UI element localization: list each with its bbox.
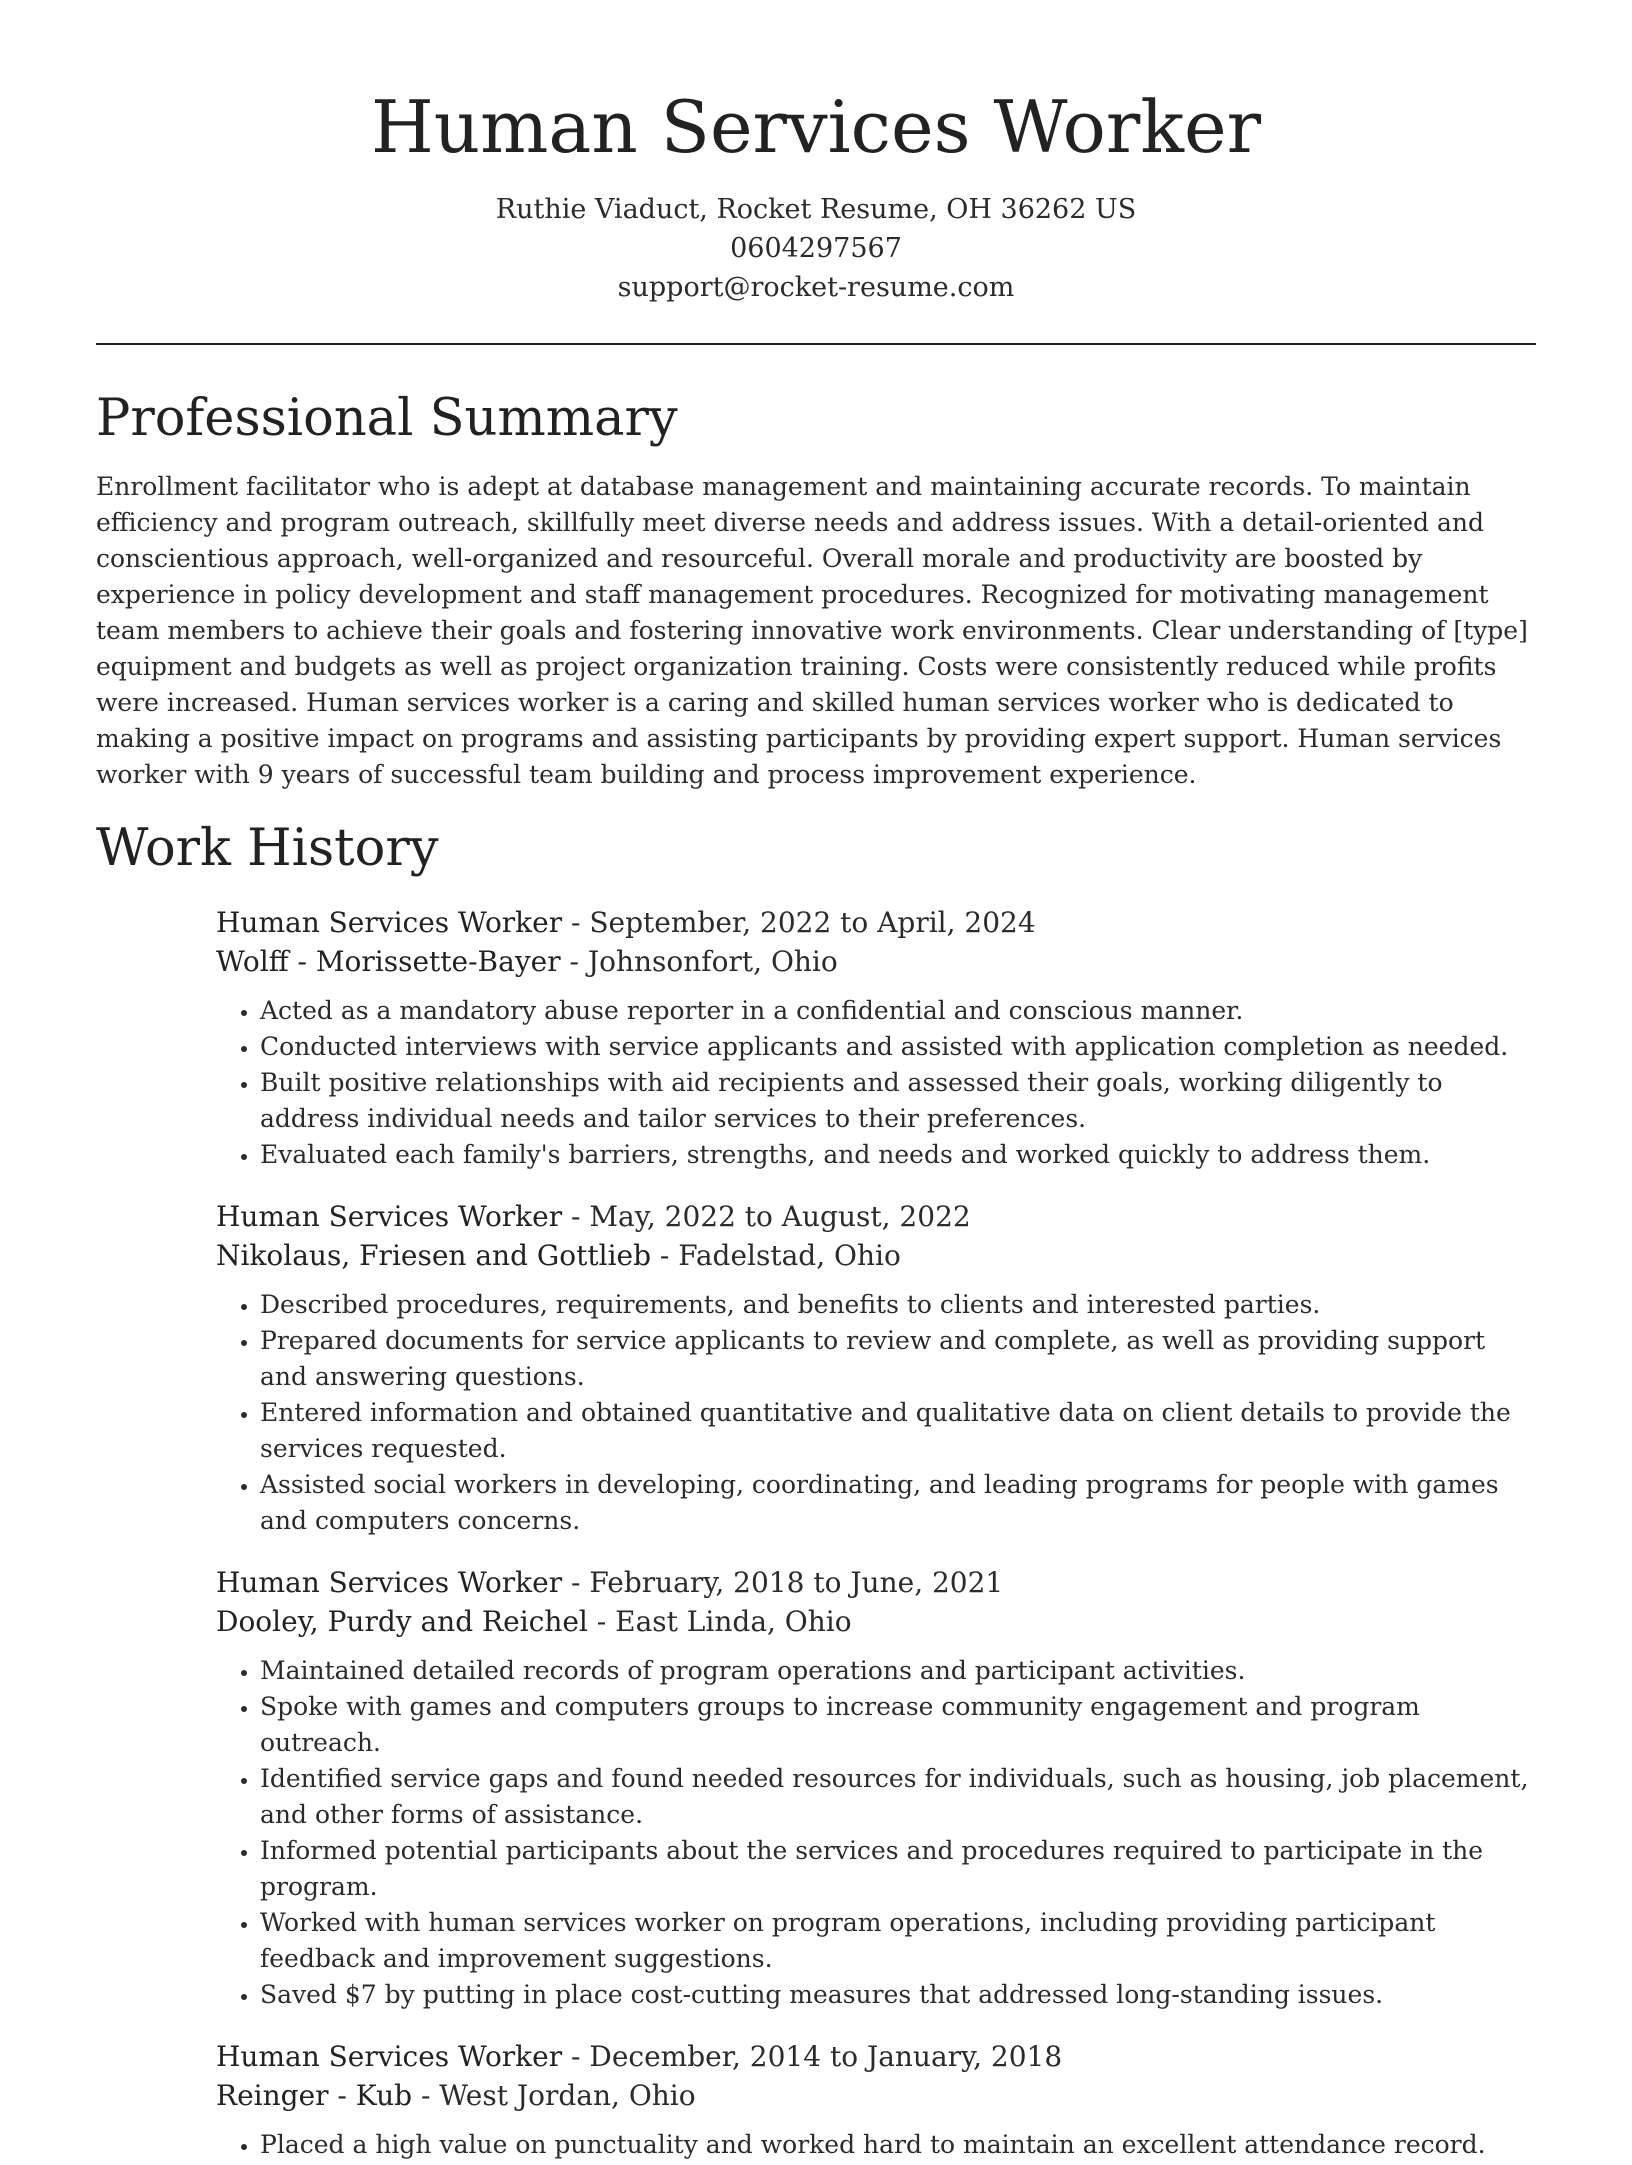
job-company-line bbox=[216, 942, 1536, 981]
job-location: - West Jordan, Ohio bbox=[412, 2079, 696, 2112]
bullet-item: • Built positive relationships with aid recipients and assessed their goals, working diligently to address individual needs and tailor services to their preferences. bbox=[260, 1065, 1536, 1137]
bullet-item: • Identified service gaps and found needed resources for individuals, such as housing, job placement, and other forms of assistance. bbox=[260, 1761, 1536, 1833]
job-location: - Johnsonfort, Ohio bbox=[560, 945, 838, 978]
summary-section bbox=[96, 387, 1536, 793]
job-role: Human Services Worker bbox=[216, 2040, 563, 2073]
job-company: Wolff - Morissette-Bayer bbox=[216, 945, 561, 978]
job-role: Human Services Worker bbox=[216, 1200, 563, 1233]
job-company: Dooley, Purdy and Reichel bbox=[216, 1605, 588, 1638]
job-title-line bbox=[216, 1563, 1536, 1602]
bullet-item: • Worked with human services worker on program operations, including providing participant feedback and improvement suggestions. bbox=[260, 1905, 1536, 1977]
job-company-line bbox=[216, 1236, 1536, 1275]
job-location: - Fadelstad, Ohio bbox=[651, 1239, 901, 1272]
job-company-line bbox=[216, 2076, 1536, 2115]
job-bullets bbox=[216, 1653, 1536, 2013]
bullet-item: • Assisted social workers in developing, coordinating, and leading programs for people with games and computers concerns. bbox=[260, 1467, 1536, 1539]
job-bullets bbox=[216, 993, 1536, 1173]
job-bullets bbox=[216, 2127, 1536, 2163]
job-entry bbox=[216, 2037, 1536, 2163]
candidate-name: Human Services Worker bbox=[371, 85, 1261, 169]
summary-heading: Professional Summary bbox=[96, 389, 678, 448]
bullet-item: • Saved $7 by putting in place cost-cutting measures that addressed long-standing issues. bbox=[260, 1977, 1536, 2013]
bullet-item: • Placed a high value on punctuality and worked hard to maintain an excellent attendance record. bbox=[260, 2127, 1536, 2163]
email-text: support@rocket-resume.com bbox=[617, 272, 1015, 303]
job-list bbox=[216, 903, 1536, 2163]
job-role: Human Services Worker bbox=[216, 906, 563, 939]
bullet-item: • Prepared documents for service applicants to review and complete, as well as providing support and answering questions. bbox=[260, 1323, 1536, 1395]
phone-text: 0604297567 bbox=[730, 233, 902, 264]
job-dates: - May, 2022 to August, 2022 bbox=[562, 1200, 971, 1233]
bullet-item: • Entered information and obtained quantitative and qualitative data on client details to provide the services requested. bbox=[260, 1395, 1536, 1467]
work-history-section bbox=[96, 817, 1536, 2163]
work-history-heading: Work History bbox=[96, 819, 439, 878]
bullet-item: • Described procedures, requirements, and benefits to clients and interested parties. bbox=[260, 1287, 1536, 1323]
job-role: Human Services Worker bbox=[216, 1566, 563, 1599]
job-entry bbox=[216, 1563, 1536, 2013]
job-title-line bbox=[216, 2037, 1536, 2076]
bullet-item: • Spoke with games and computers groups to increase community engagement and program outreach. bbox=[260, 1689, 1536, 1761]
bullet-item: • Acted as a mandatory abuse reporter in a confidential and conscious manner. bbox=[260, 993, 1536, 1029]
job-location: - East Linda, Ohio bbox=[587, 1605, 852, 1638]
job-company: Reinger - Kub bbox=[216, 2079, 413, 2112]
job-title-line bbox=[216, 1197, 1536, 1236]
job-company-line bbox=[216, 1602, 1536, 1641]
job-entry bbox=[216, 1197, 1536, 1539]
job-bullets bbox=[216, 1287, 1536, 1539]
job-dates: - February, 2018 to June, 2021 bbox=[562, 1566, 1004, 1599]
summary-text: Enrollment facilitator who is adept at database management and maintaining accurate records. To maintain efficiency and program outreach, skillfully meet diverse needs and address issues. With a detail-oriented and conscientious approach, well-organized and resourceful. Overall morale and productivity are boosted by experience in policy development and staff management procedures. Recognized for motivating management team members to achieve their goals and fostering innovative work environments. Clear understanding of [type] equipment and budgets as well as project organization training. Costs were consistently reduced while profits were increased. Human services worker is a caring and skilled human services worker who is dedicated to making a positive impact on programs and assisting participants by providing expert support. Human services worker with 9 years of successful team building and process improvement experience. bbox=[96, 472, 1528, 789]
resume-header bbox=[0, 0, 1632, 307]
job-dates: - September, 2022 to April, 2024 bbox=[562, 906, 1036, 939]
bullet-item: • Conducted interviews with service applicants and assisted with application completion as needed. bbox=[260, 1029, 1536, 1065]
job-dates: - December, 2014 to January, 2018 bbox=[562, 2040, 1063, 2073]
header-divider bbox=[96, 343, 1536, 345]
address-text: Ruthie Viaduct, Rocket Resume, OH 36262 US bbox=[495, 194, 1137, 225]
bullet-item: • Informed potential participants about the services and procedures required to participate in the program. bbox=[260, 1833, 1536, 1905]
bullet-item: • Maintained detailed records of program operations and participant activities. bbox=[260, 1653, 1536, 1689]
bullet-item: • Evaluated each family's barriers, strengths, and needs and worked quickly to address them. bbox=[260, 1137, 1536, 1173]
job-title-line bbox=[216, 903, 1536, 942]
job-company: Nikolaus, Friesen and Gottlieb bbox=[216, 1239, 652, 1272]
contact-block bbox=[0, 190, 1632, 307]
job-entry bbox=[216, 903, 1536, 1173]
